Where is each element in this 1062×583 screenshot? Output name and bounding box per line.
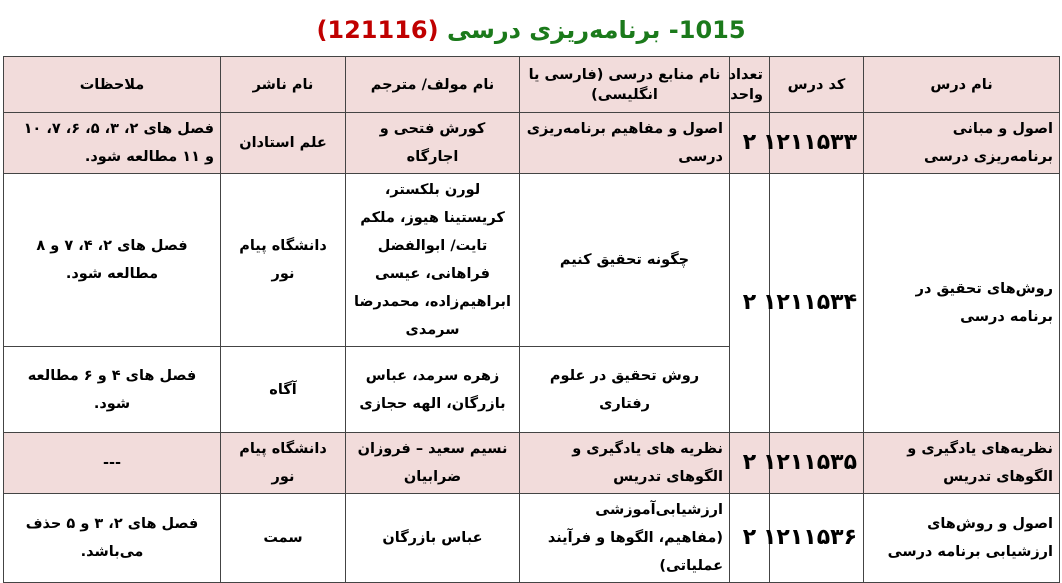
source-cell: چگونه تحقیق کنیم	[520, 174, 730, 347]
author-cell: عباس بازرگان	[346, 494, 520, 583]
source-cell: اصول و مفاهیم برنامه‌ریزی درسی	[520, 113, 730, 174]
course-table	[3, 56, 1060, 583]
notes-cell: فصل های ۲، ۳، ۵، ۶، ۷، ۱۰ و ۱۱ مطالعه شود.	[4, 113, 221, 174]
notes-cell: فصل های ۲، ۴، ۷ و ۸ مطالعه شود.	[4, 174, 221, 347]
author-cell: لورن بلکستر، کریستینا هیوز، ملکم تایت/ ابوالفضل فراهانی، عیسی ابراهیم‌زاده، محمدرضا سرمدی	[346, 174, 520, 347]
source-cell: نظریه های یادگیری و الگوهای تدریس	[520, 433, 730, 494]
units-cell: ۲	[730, 113, 770, 174]
publisher-cell: سمت	[221, 494, 346, 583]
page-title	[0, 10, 1062, 50]
publisher-cell: آگاه	[221, 347, 346, 433]
course-code-cell: ۱۲۱۱۵۳۶	[770, 494, 864, 583]
course-name-cell: اصول و مبانی برنامه‌ریزی درسی	[864, 113, 1060, 174]
source-cell: ارزشیابی‌آموزشی (مفاهیم، الگوها و فرآیند عملیاتی)	[520, 494, 730, 583]
table-row	[4, 494, 1060, 583]
table-row	[4, 174, 1060, 347]
header-course-name: نام درس	[864, 57, 1060, 113]
header-publisher: نام ناشر	[221, 57, 346, 113]
source-cell: روش تحقیق در علوم رفتاری	[520, 347, 730, 433]
course-code-cell: ۱۲۱۱۵۳۳	[770, 113, 864, 174]
units-cell: ۲	[730, 174, 770, 433]
title-main: 1015- برنامه‌ریزی درسی	[446, 16, 746, 44]
header-notes: ملاحظات	[4, 57, 221, 113]
title-code: (121116)	[316, 16, 439, 44]
header-units: تعداد واحد	[730, 57, 770, 113]
publisher-cell: دانشگاه پیام نور	[221, 174, 346, 347]
notes-cell: ---	[4, 433, 221, 494]
units-cell: ۲	[730, 433, 770, 494]
author-cell: نسیم سعید – فروزان ضرابیان	[346, 433, 520, 494]
author-cell: زهره سرمد، عباس بازرگان، الهه حجازی	[346, 347, 520, 433]
course-name-cell: اصول و روش‌های ارزشیابی برنامه درسی	[864, 494, 1060, 583]
header-author: نام مولف/ مترجم	[346, 57, 520, 113]
course-name-cell: نظریه‌های یادگیری و الگوهای تدریس	[864, 433, 1060, 494]
course-name-cell: روش‌های تحقیق در برنامه درسی	[864, 174, 1060, 433]
header-row	[4, 57, 1060, 113]
publisher-cell: دانشگاه پیام نور	[221, 433, 346, 494]
course-code-cell: ۱۲۱۱۵۳۴	[770, 174, 864, 433]
units-cell: ۲	[730, 494, 770, 583]
notes-cell: فصل های ۴ و ۶ مطالعه شود.	[4, 347, 221, 433]
course-code-cell: ۱۲۱۱۵۳۵	[770, 433, 864, 494]
author-cell: کورش فتحی و اجارگاه	[346, 113, 520, 174]
table-row	[4, 113, 1060, 174]
table-row	[4, 433, 1060, 494]
publisher-cell: علم استادان	[221, 113, 346, 174]
header-course-code: کد درس	[770, 57, 864, 113]
notes-cell: فصل های ۲، ۳ و ۵ حذف می‌باشد.	[4, 494, 221, 583]
header-sources: نام منابع درسی (فارسی یا انگلیسی)	[520, 57, 730, 113]
